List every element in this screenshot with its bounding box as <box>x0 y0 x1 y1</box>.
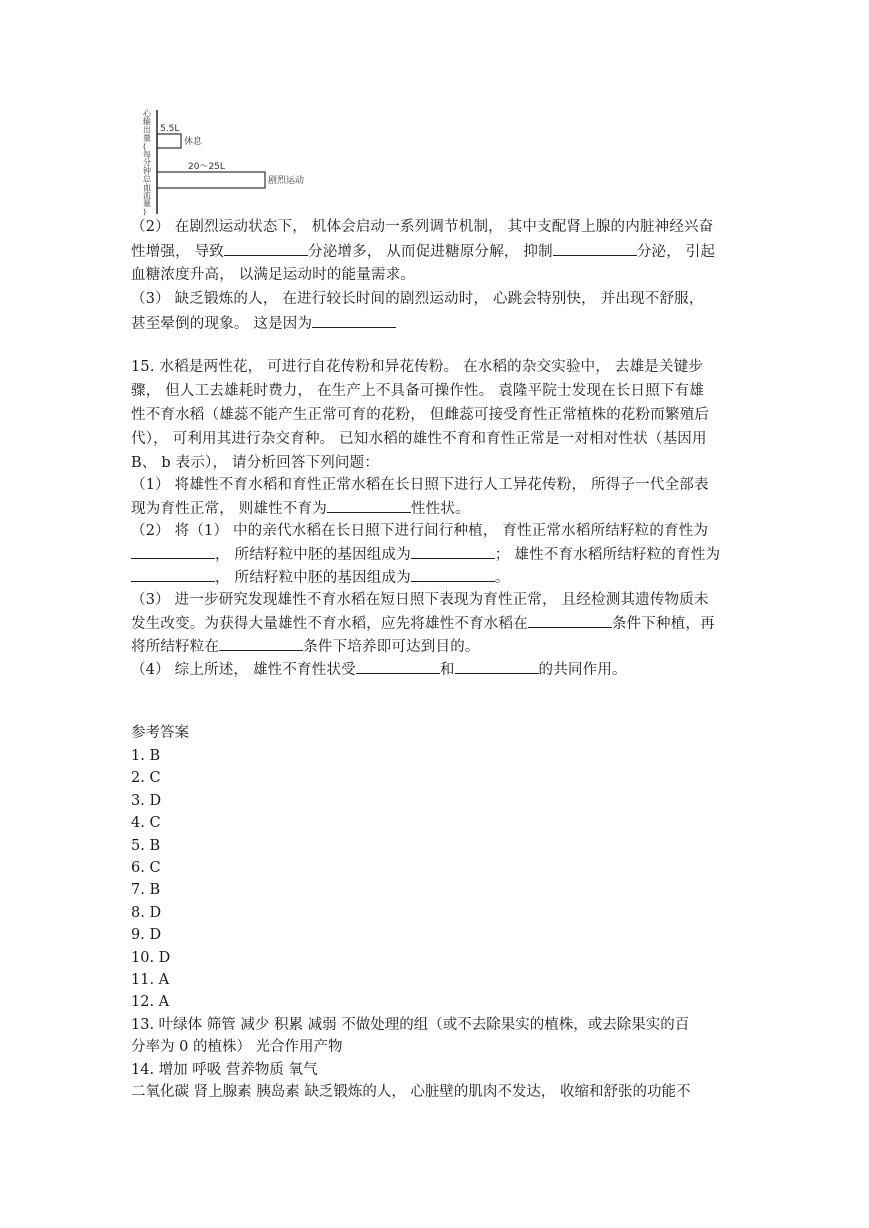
q14-part2-line1: （2） 在剧烈运动状态下， 机体会启动一系列调节机制， 其中支配肾上腺的内脏神经兴奋 <box>131 219 714 235</box>
exercise-bar <box>157 172 265 188</box>
q15-part2-text-a: ， 所结籽粒中胚的基因组成为 <box>215 547 411 563</box>
answer-blank[interactable] <box>356 658 440 674</box>
q15-part4-text-c: 的共同作用。 <box>538 662 627 678</box>
q15-part4-line <box>131 658 741 682</box>
q15-part3-text-c: 将所结籽粒在 <box>131 639 220 655</box>
answer-blank[interactable] <box>131 543 215 559</box>
rest-label: 休息 <box>184 137 203 147</box>
q14-part3-text: 甚至晕倒的现象。 这是因为 <box>131 316 313 332</box>
q15-part4-text-b: 和 <box>439 662 455 678</box>
q15-part2-line3 <box>131 566 741 590</box>
q15-part2-line1: （2） 将（1） 中的亲代水稻在长日照下进行间行种植， 育性正常水稻所结籽粒的育性为 <box>131 523 709 539</box>
answer-line: 9. D <box>131 927 162 944</box>
answer-line: 2. C <box>131 770 161 787</box>
q15-stem-line4: 代）， 可利用其进行杂交育种。 已知水稻的雄性不育和育性正常是一对相对性状（基因用 <box>131 431 707 447</box>
q15-part3-text-b: 条件下种植，再 <box>611 616 715 632</box>
answer-blank[interactable] <box>224 240 308 256</box>
answer-line: 二氧化碳 肾上腺素 胰岛素 缺乏锻炼的人， 心脏壁的肌肉不发达， 收缩和舒张的功能不 <box>131 1084 691 1100</box>
q15-stem-line1: 15. 水稻是两性花， 可进行自花传粉和异花传粉。 在水稻的杂交实验中， 去雄是关键步 <box>131 359 704 375</box>
q15-part3-text-a: 发生改变。为获得大量雄性不育水稻，应先将雄性不育水稻在 <box>131 616 528 632</box>
answer-blank[interactable] <box>312 312 396 328</box>
q15-part1-line1: （1） 将雄性不育水稻和育性正常水稻在长日照下进行人工异花传粉， 所得子一代全部表 <box>131 477 709 493</box>
answer-line: 7. B <box>131 882 161 899</box>
answer-line: 12. A <box>131 994 170 1011</box>
answer-line: 1. B <box>131 748 161 764</box>
q15-part2-text-c: ， 所结籽粒中胚的基因组成为 <box>215 570 411 586</box>
answer-line: 14. 增加 呼吸 营养物质 氧气 <box>131 1061 318 1078</box>
q15-part2-text-d: 。 <box>494 570 510 586</box>
rest-bar <box>157 134 181 148</box>
q15-part1-text-b: 性性状。 <box>410 501 470 517</box>
q15-stem-line3: 性不育水稻（雄蕊不能产生正常可育的花粉， 但雌蕊可接受育性正常植株的花粉而繁殖后 <box>131 407 710 423</box>
answer-line: 3. D <box>131 792 162 809</box>
q15-stem-line5: B、 b 表示）， 请分析回答下列问题： <box>131 455 380 471</box>
answers-heading: 参考答案 <box>131 725 189 741</box>
cardiac-output-figure <box>140 106 330 218</box>
q14-part2-line2 <box>131 240 741 264</box>
answer-blank[interactable] <box>219 635 303 651</box>
q14-part2-text-a: 性增强， 导致 <box>131 244 225 260</box>
q15-part3-line1: （3） 进一步研究发现雄性不育水稻在短日照下表现为育性正常， 且经检测其遗传物质未 <box>131 592 709 608</box>
q15-part3-line3 <box>131 635 741 659</box>
answer-blank[interactable] <box>411 543 495 559</box>
q15-part1-text-a: 现为育性正常， 则雄性不育为 <box>131 501 327 517</box>
answer-line: 8. D <box>131 904 162 921</box>
cardiac-output-diagram <box>140 106 330 218</box>
y-axis-label-text: 心输出量(每分钟总血流量) <box>143 109 151 217</box>
q15-part2-text-b: ； 雄性不育水稻所结籽粒的育性为 <box>494 547 721 563</box>
q15-part3-text-d: 条件下培养即可达到目的。 <box>303 639 480 655</box>
exercise-label: 剧烈运动 <box>268 176 305 186</box>
answer-blank[interactable] <box>528 612 612 628</box>
answer-line: 11. A <box>131 972 170 988</box>
answer-line: 6. C <box>131 860 161 876</box>
q15-part2-line2 <box>131 543 741 567</box>
q15-part4-text-a: （4） 综上所述， 雄性不育性状受 <box>131 662 356 678</box>
y-axis-label <box>143 109 152 216</box>
answer-line: 10. D <box>131 949 171 966</box>
exercise-value: 20～25L <box>188 162 225 172</box>
rest-value: 5.5L <box>160 124 180 134</box>
q14-part2-text-b: 分泌增多， 从而促进糖原分解， 抑制 <box>308 244 553 260</box>
answer-line: 4. C <box>131 815 161 832</box>
q15-part1-line2 <box>131 497 741 521</box>
answer-blank[interactable] <box>327 497 411 513</box>
answer-blank[interactable] <box>455 658 539 674</box>
q14-part2-line3: 血糖浓度升高， 以满足运动时的能量需求。 <box>131 267 416 283</box>
answer-blank[interactable] <box>131 566 215 582</box>
q14-part3-line2 <box>131 312 741 336</box>
q15-part3-line2 <box>131 612 741 636</box>
answer-line: 分率为 0 的植株） 光合作用产物 <box>131 1039 343 1056</box>
answer-blank[interactable] <box>553 240 637 256</box>
q14-part2-text-c: 分泌， 引起 <box>636 244 716 260</box>
answer-line: 5. B <box>131 837 161 854</box>
q15-stem-line2: 骤， 但人工去雄耗时费力， 在生产上不具备可操作性。 袁隆平院士发现在长日照下有雄 <box>131 383 705 399</box>
q14-part3-line1: （3） 缺乏锻炼的人， 在进行较长时间的剧烈运动时， 心跳会特别快， 并出现不舒服， <box>131 291 704 307</box>
answer-line: 13. 叶绿体 筛管 减少 积累 减弱 不做处理的组（或不去除果实的植株，或去除果实的百 <box>131 1016 690 1033</box>
answer-blank[interactable] <box>411 566 495 582</box>
